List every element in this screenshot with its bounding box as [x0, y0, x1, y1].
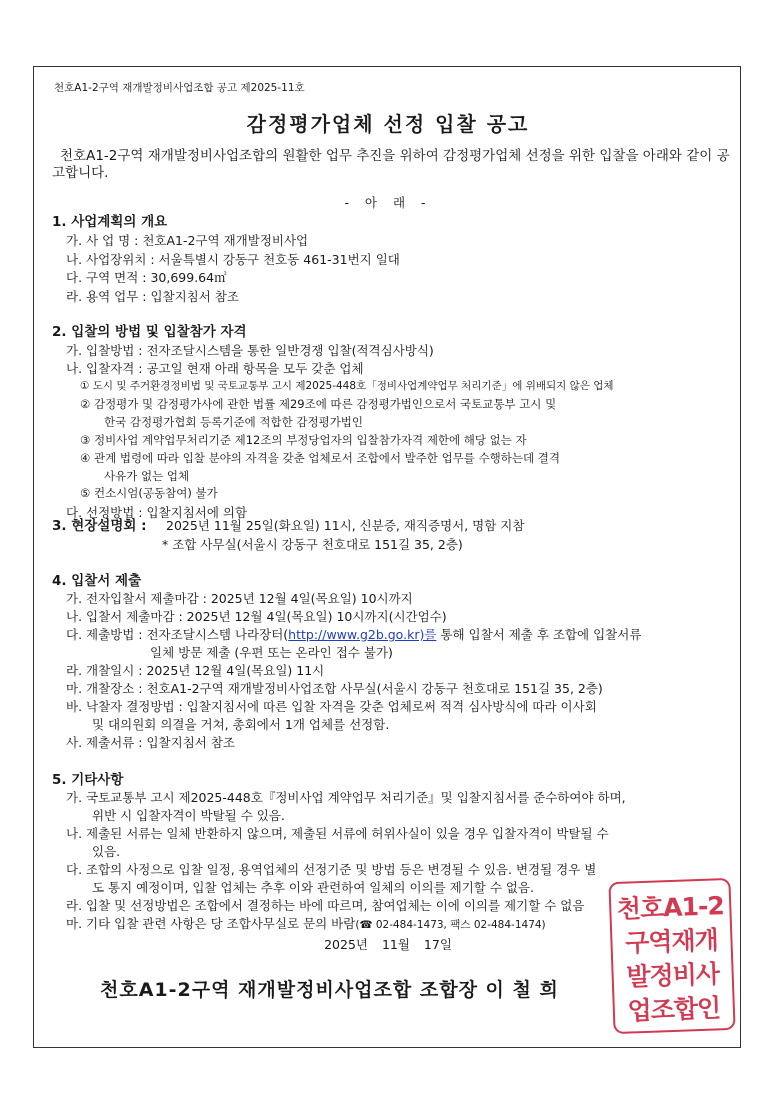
sec4-item-cont: 일체 방문 제출 (우편 또는 온라인 접수 불가)	[150, 645, 393, 660]
official-seal	[608, 878, 735, 1034]
g2b-link[interactable]: http://www.g2b.go.kr)를	[288, 627, 437, 642]
sec2-item: 다. 선정방법 : 입찰지침서에 의함	[66, 505, 248, 520]
sec1-item: 가. 사 업 명 : 천호A1-2구역 재개발정비사업	[66, 233, 309, 248]
section-1-title: 1. 사업계획의 개요	[52, 214, 168, 230]
sec4-item: 바. 낙찰자 결정방법 : 입찰지침서에 따른 입찰 자격을 갖춘 업체로써 적격 심사방식에 따라 이사회	[66, 699, 597, 714]
seal-text-line: 업조합인	[627, 993, 721, 1026]
sec4-item: 나. 입찰서 제출마감 : 2025년 12월 4일(목요일) 10시까지(시간엄수)	[66, 609, 447, 624]
sec4-item: 라. 개찰일시 : 2025년 12월 4일(목요일) 11시	[66, 663, 325, 678]
sec4-item-submission	[66, 625, 641, 643]
sec4-item-cont: 및 대의원회 의결을 거쳐, 총회에서 1개 업체를 선정함.	[92, 717, 390, 732]
sec5-item-contact	[66, 914, 546, 932]
sec1-item: 다. 구역 면적 : 30,699.64㎡	[66, 270, 227, 285]
sec1-item: 라. 용역 업무 : 입찰지침서 참조	[66, 289, 239, 304]
contact-info: (☎ 02-484-1473, 팩스 02-484-1474)	[355, 919, 546, 931]
arae-divider: - 아 래 -	[344, 195, 432, 210]
sec2-criterion-cont: 한국 감정평가협회 등록기준에 적합한 감정평가법인	[104, 415, 364, 429]
sec2-criterion-cont: 사유가 없는 업체	[104, 469, 190, 483]
sec4-item: 사. 제출서류 : 입찰지침서 참조	[66, 735, 235, 750]
sec2-item: 가. 입찰방법 : 전자조달시스템을 통한 일반경쟁 입찰(적격심사방식)	[66, 343, 434, 358]
sec1-item: 나. 사업장위치 : 서울특별시 강동구 천호동 461-31번지 일대	[66, 252, 400, 267]
sec2-item: 나. 입찰자격 : 공고일 현재 아래 항목을 모두 갖춘 업체	[66, 361, 364, 376]
intro-paragraph: 천호A1-2구역 재개발정비사업조합의 원활한 업무 추진을 위하여 감정평가업체 선정을 위한 입찰을 아래와 같이 공고합니다.	[52, 148, 730, 181]
sec2-criterion: ⑤ 컨소시엄(공동참여) 불가	[80, 486, 218, 500]
seal-text-line: 발정비사	[625, 959, 720, 992]
sec2-criterion: ① 도시 및 주거환경정비법 및 국토교통부 고시 제2025-448호「정비사업계약업무 처리기준」에 위배되지 않은 업체	[80, 380, 614, 392]
section-3-title: 3. 현장설명회 :	[52, 518, 147, 534]
section-2-title: 2. 입찰의 방법 및 입찰참가 자격	[52, 324, 247, 340]
sec4-item: 마. 개찰장소 : 천호A1-2구역 재개발정비사업조합 사무실(서울시 강동구 천호대로 151길 35, 2층)	[66, 681, 603, 696]
sec5-item-cont: 도 통지 예정이며, 입찰 업체는 추후 이와 관련하여 일체의 이의를 제기할 수 없음.	[92, 880, 535, 895]
sec4-item: 가. 전자입찰서 제출마감 : 2025년 12월 4일(목요일) 10시까지	[66, 591, 413, 606]
sec4-c-post: 통해 입찰서 제출 후 조합에 입찰서류	[436, 627, 642, 642]
sec3-note: * 조합 사무실(서울시 강동구 천호대로 151길 35, 2층)	[162, 537, 463, 552]
seal-text-line: 천호A1-2	[616, 891, 725, 924]
signature-line: 천호A1-2구역 재개발정비사업조합 조합장 이 철 희	[100, 979, 559, 1001]
sec2-criterion: ② 감정평가 및 감정평가사에 관한 법률 제29조에 따른 감정평가법인으로서 국토교통부 고시 및	[80, 397, 557, 411]
section-5-title: 5. 기타사항	[52, 772, 124, 788]
sec5-e-main: 마. 기타 입찰 관련 사항은 당 조합사무실로 문의 바람	[66, 916, 356, 931]
sec5-item: 다. 조합의 사정으로 입찰 일정, 용역업체의 선정기준 및 방법 등은 변경될 수 있음. 변경될 경우 별	[66, 862, 597, 877]
sec3-text: 2025년 11월 25일(화요일) 11시, 신분증, 재직증명서, 명함 지참	[166, 518, 525, 533]
sec4-c-pre: 다. 제출방법 : 전자조달시스템 나라장터(	[66, 627, 289, 642]
sec2-criterion: ③ 정비사업 계약업무처리기준 제12조의 부정당업자의 입찰참가자격 제한에 해당 없는 자	[80, 433, 527, 447]
page-title: 감정평가업체 선정 입찰 공고	[246, 112, 530, 136]
notice-date: 2025년 11월 17일	[324, 937, 452, 952]
section-4-title: 4. 입찰서 제출	[52, 573, 142, 589]
sec5-item: 라. 입찰 및 선정방법은 조합에서 결정하는 바에 따르며, 참여업체는 이에 이의를 제기할 수 없음	[66, 898, 585, 913]
sec2-criterion: ④ 관계 법령에 따라 입찰 분야의 자격을 갖춘 업체로서 조합에서 발주한 업무를 수행하는데 결격	[80, 451, 560, 465]
seal-text-line: 구역재개	[624, 925, 719, 958]
sec5-item: 나. 제출된 서류는 일체 반환하지 않으며, 제출된 서류에 허위사실이 있을 경우 입찰자격이 박탈될 수	[66, 826, 609, 841]
sec5-item-cont: 있음.	[92, 844, 121, 859]
notice-number: 천호A1-2구역 재개발정비사업조합 공고 제2025-11호	[54, 82, 305, 94]
sec5-item: 가. 국토교통부 고시 제2025-448호『정비사업 계약업무 처리기준』및 입찰지침서를 준수하여야 하며,	[66, 790, 626, 805]
sec5-item-cont: 위반 시 입찰자격이 박탈될 수 있음.	[92, 808, 285, 823]
